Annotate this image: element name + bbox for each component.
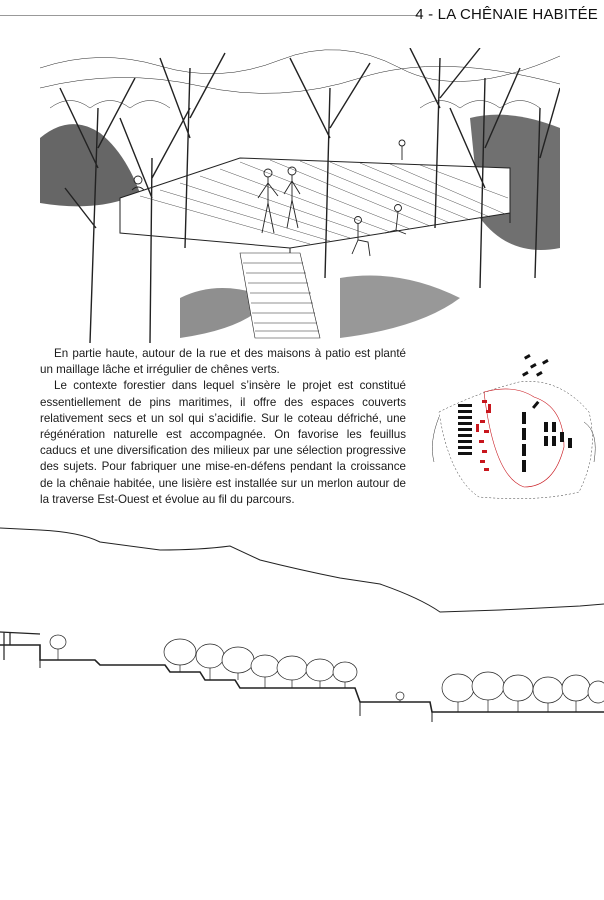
header-rule: [0, 15, 418, 16]
paragraph: En partie haute, autour de la rue et des maisons à patio est planté un maillage lâche et irrégulier de chênes verts.: [40, 347, 406, 377]
paragraph: Le contexte forestier dans lequel s’insère le projet est constitué essentiellement de pins maritimes, il offre des espaces couverts relativement secs et un sol qui s’acidifie. Sur le coteau défriché, une régénération naturelle est accompagnée. On favorise les feuillus caducs et une diversification des milieux par une sélection progressive des sujets. Pour fabriquer une mise-en-défens pendant la croissance de la chênaie habitée, une lisière est installée sur un merlon autour de la traverse Est-Ouest et évolue au fil du parcours.: [40, 379, 406, 506]
perspective-sketch: [40, 48, 560, 343]
body-text: [40, 346, 406, 508]
page-title: 4 - LA CHÊNAIE HABITÉE: [415, 6, 598, 23]
terrain-section: [0, 520, 604, 750]
site-plan: [424, 352, 604, 500]
